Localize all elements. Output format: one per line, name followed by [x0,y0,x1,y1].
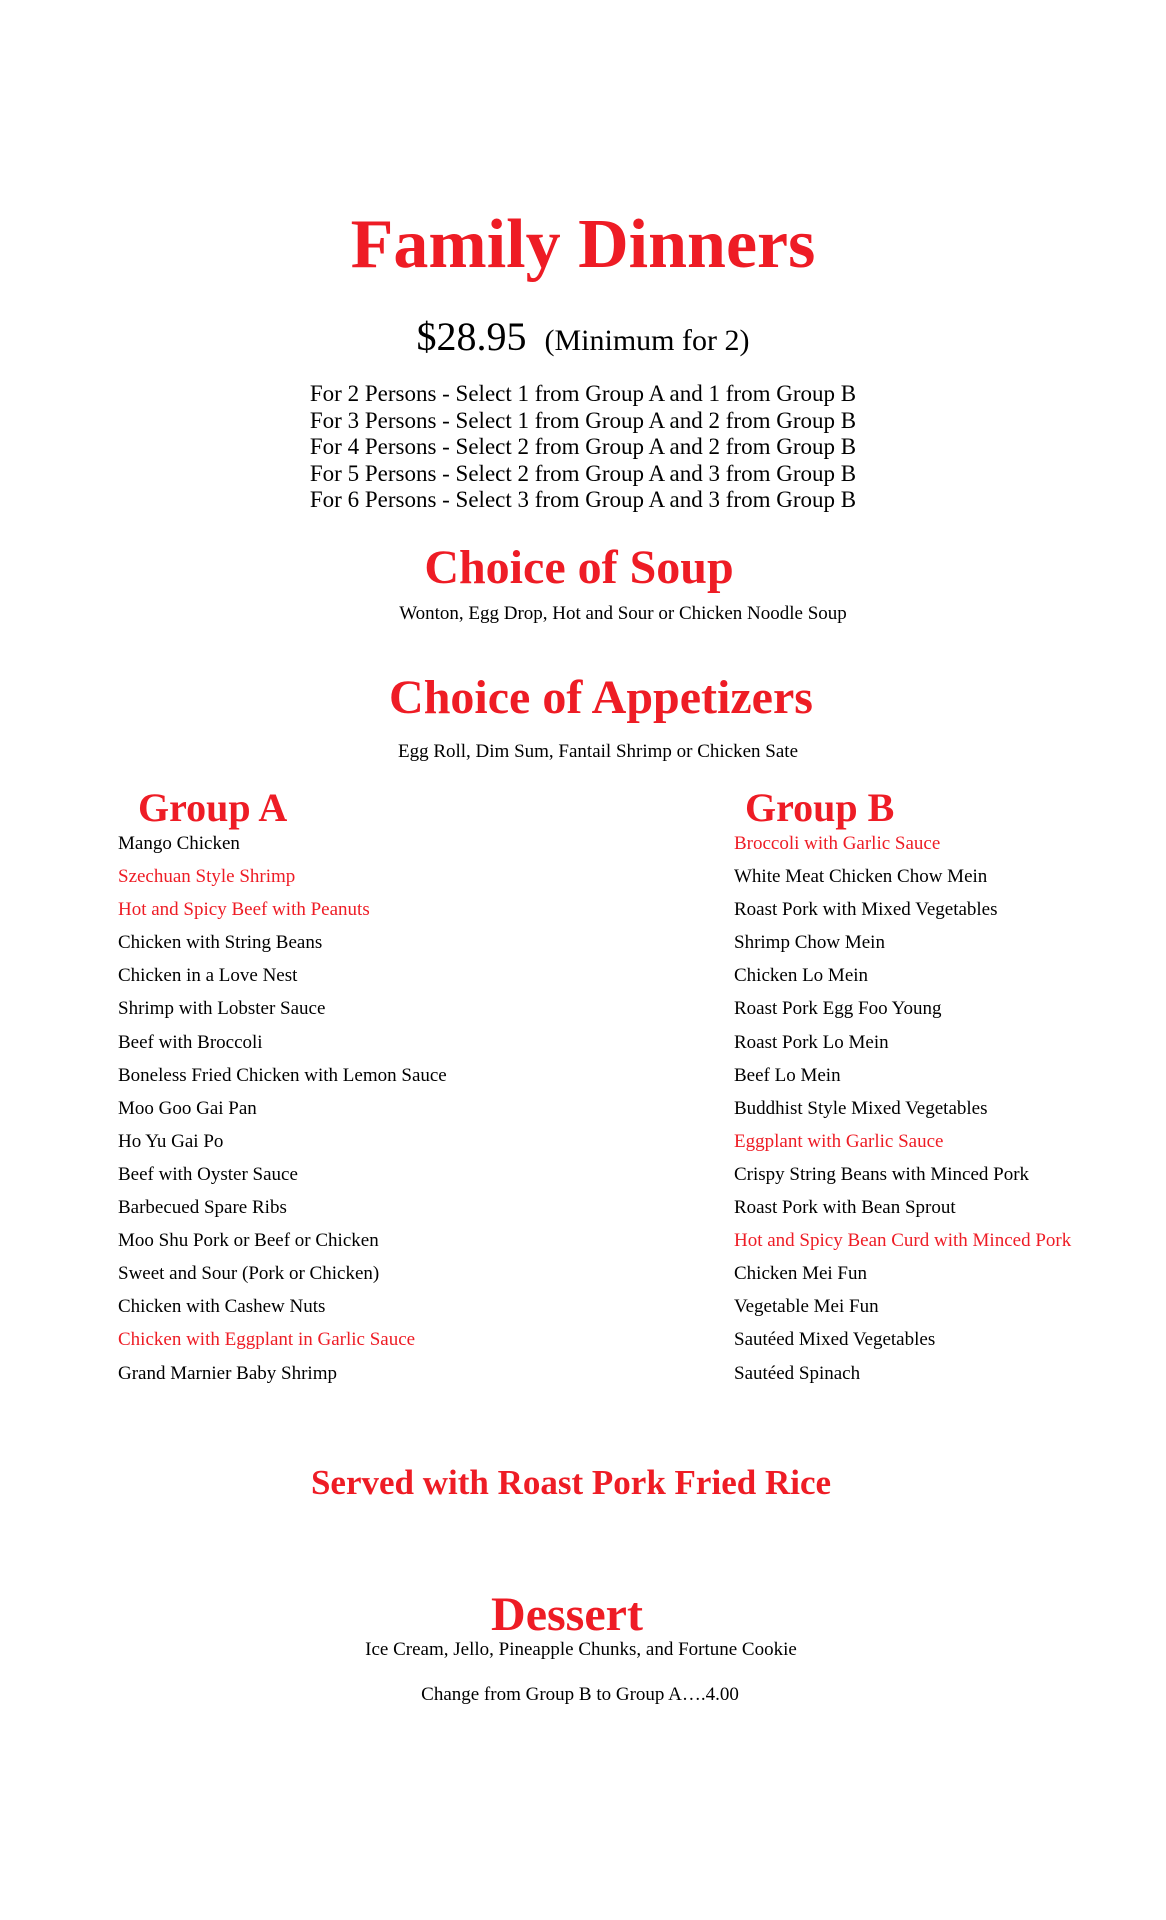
menu-item: Eggplant with Garlic Sauce [734,1130,944,1152]
menu-item: Grand Marnier Baby Shrimp [118,1362,337,1384]
appetizer-options [0,740,1166,764]
group-b-heading: Group B [745,785,895,830]
dessert-heading [0,1587,1166,1643]
option-line: For 4 Persons - Select 2 from Group A and 2 from Group B [309,434,857,460]
price-row [0,312,1166,371]
minimum-note: (Minimum for 2) [544,324,750,357]
menu-item: White Meat Chicken Chow Mein [734,866,988,888]
upgrade-price-text: Change from Group B to Group A….4.00 [421,1684,739,1705]
group-selection-rules [0,381,1166,514]
upgrade-price-note [0,1683,1166,1707]
option-line: For 5 Persons - Select 2 from Group A and 3 from Group B [309,460,857,486]
menu-item: Beef Lo Mein [734,1064,841,1086]
menu-item: Roast Pork Egg Foo Young [734,998,942,1020]
menu-item: Hot and Spicy Bean Curd with Minced Pork [734,1230,1072,1252]
option-line: For 2 Persons - Select 1 from Group A and 1 from Group B [309,381,857,406]
menu-item: Hot and Spicy Beef with Peanuts [118,899,370,921]
menu-item: Boneless Fried Chicken with Lemon Sauce [118,1064,447,1086]
menu-item: Roast Pork with Mixed Vegetables [734,899,998,921]
menu-item: Roast Pork Lo Mein [734,1031,889,1053]
menu-item: Roast Pork with Bean Sprout [734,1197,956,1219]
soup-heading [0,540,1166,596]
menu-item: Chicken Mei Fun [734,1263,867,1285]
menu-item: Beef with Oyster Sauce [118,1163,298,1185]
menu-item: Barbecued Spare Ribs [118,1197,287,1219]
option-line: For 6 Persons - Select 3 from Group A and 3 from Group B [309,487,857,513]
menu-item: Shrimp Chow Mein [734,932,885,954]
menu-item: Sweet and Sour (Pork or Chicken) [118,1263,380,1285]
menu-item: Chicken in a Love Nest [118,965,298,987]
appetizer-options-text: Egg Roll, Dim Sum, Fantail Shrimp or Chicken Sate [397,741,799,762]
menu-item: Broccoli with Garlic Sauce [734,833,941,854]
menu-item: Beef with Broccoli [118,1031,263,1053]
appetizers-heading-text: Choice of Appetizers [389,671,813,724]
appetizers-heading [0,670,1166,726]
menu-item: Vegetable Mei Fun [734,1296,879,1318]
group-b-list [734,827,1071,1390]
menu-item: Shrimp with Lobster Sauce [118,998,326,1020]
menu-item: Sautéed Mixed Vegetables [734,1329,936,1351]
served-with-text: Served with Roast Pork Fried Rice [310,1463,832,1502]
soup-heading-text: Choice of Soup [424,541,734,594]
option-line: For 3 Persons - Select 1 from Group A and 2 from Group B [309,407,857,433]
dessert-options-text: Ice Cream, Jello, Pineapple Chunks, and Fortune Cookie [365,1639,797,1660]
menu-item: Crispy String Beans with Minced Pork [734,1163,1030,1185]
dessert-options [0,1638,1166,1662]
menu-item: Ho Yu Gai Po [118,1130,224,1152]
menu-item: Chicken Lo Mein [734,965,869,987]
menu-item: Buddhist Style Mixed Vegetables [734,1097,988,1119]
price: $28.95 [416,314,527,359]
group-a-heading: Group A [138,785,288,830]
dessert-heading-text: Dessert [491,1588,643,1641]
menu-item: Chicken with Eggplant in Garlic Sauce [118,1329,416,1351]
menu-item: Chicken with String Beans [118,932,323,954]
menu-item: Sautéed Spinach [734,1362,861,1384]
menu-item: Mango Chicken [118,833,240,854]
group-a-list [118,827,447,1390]
menu-item: Chicken with Cashew Nuts [118,1296,326,1318]
menu-item: Moo Goo Gai Pan [118,1097,257,1119]
soup-options [0,602,1166,626]
soup-options-text: Wonton, Egg Drop, Hot and Sour or Chicken Noodle Soup [399,603,847,624]
page-title: Family Dinners [350,206,816,283]
served-with-note [0,1462,1166,1504]
menu-item: Szechuan Style Shrimp [118,866,296,888]
menu-item: Moo Shu Pork or Beef or Chicken [118,1230,379,1252]
